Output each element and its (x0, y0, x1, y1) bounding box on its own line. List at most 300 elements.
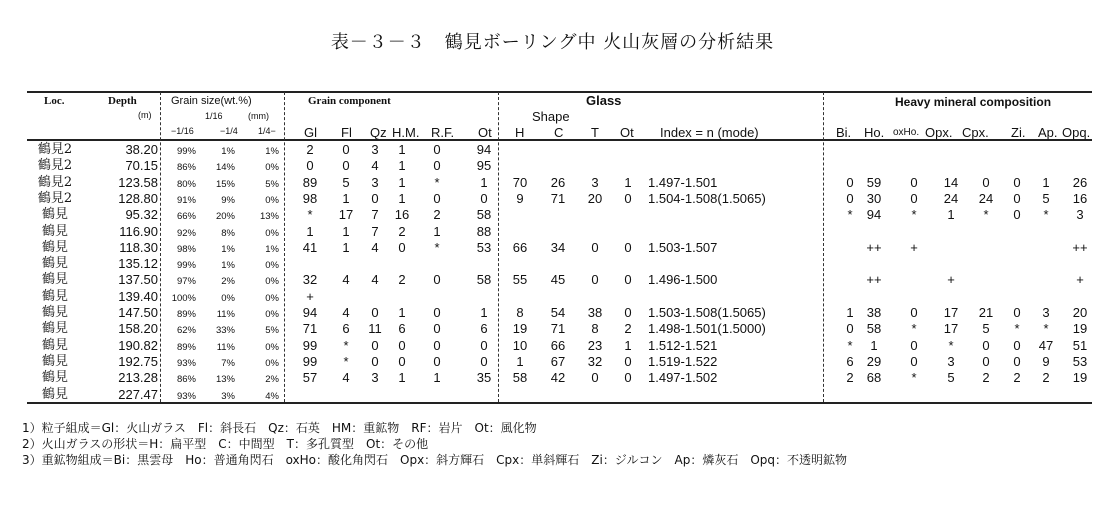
cell-shape: 1 (516, 353, 524, 369)
cell-depth: 190.82 (118, 337, 158, 353)
cell-shape: 1 (624, 174, 632, 190)
cell-loc: 鶴見 (41, 288, 68, 304)
cell-grain-component: 88 (476, 223, 492, 239)
cell-grain-component: 0 (371, 353, 379, 369)
header-hm-col: Bi. (836, 125, 852, 140)
cell-grain-size: 9% (221, 194, 235, 206)
cell-grain-component: 2 (433, 207, 441, 223)
cell-index: 1.496-1.500 (648, 272, 718, 288)
cell-grain-component: 4 (371, 158, 379, 174)
cell-grain-size: 0% (265, 292, 279, 304)
cell-grain-component: 1 (480, 174, 488, 190)
cell-grain-size: 0% (265, 357, 279, 369)
header-shape-col: T (591, 125, 599, 140)
cell-depth: 118.30 (119, 239, 158, 255)
cell-index: 1.503-1.508(1.5065) (648, 305, 766, 320)
cell-heavy-mineral: 3 (1076, 207, 1084, 223)
cell-heavy-mineral: 24 (978, 190, 994, 206)
cell-grain-size: 1% (265, 146, 279, 157)
cell-grain-component: 1 (433, 223, 441, 239)
cell-grain-size: 93% (176, 357, 196, 369)
cell-heavy-mineral: 17 (943, 321, 959, 337)
cell-grain-size: 7% (221, 357, 235, 369)
cell-shape: 66 (550, 337, 566, 353)
header-depth-unit: (m) (138, 110, 152, 120)
cell-heavy-mineral: 68 (866, 370, 882, 386)
cell-shape: 45 (550, 272, 566, 288)
cell-loc: 鶴見2 (37, 142, 73, 157)
cell-heavy-mineral: 2 (1013, 370, 1021, 386)
cell-heavy-mineral: + (947, 272, 955, 288)
cell-grain-component: 32 (302, 272, 318, 288)
cell-depth: 135.12 (118, 256, 158, 272)
cell-shape: 8 (516, 305, 524, 320)
cell-shape: 0 (624, 239, 632, 255)
cell-shape: 67 (550, 353, 566, 369)
cell-heavy-mineral: 53 (1072, 353, 1088, 369)
cell-shape: 55 (512, 272, 528, 288)
cell-shape: 20 (587, 190, 603, 206)
cell-heavy-mineral: 0 (846, 174, 854, 190)
cell-heavy-mineral: 26 (1072, 174, 1088, 190)
cell-loc: 鶴見2 (37, 190, 73, 206)
cell-heavy-mineral: 2 (982, 370, 990, 386)
header-glass: Glass (586, 93, 622, 108)
cell-loc: 鶴見 (41, 353, 68, 369)
cell-grain-component: 1 (398, 305, 406, 320)
cell-grain-component: 2 (398, 272, 406, 288)
cell-grain-component: 4 (371, 239, 379, 255)
cell-depth: 137.50 (118, 272, 158, 288)
header-gs-col: 1/4− (258, 126, 276, 136)
cell-depth: 213.28 (118, 370, 158, 386)
cell-grain-size: 86% (176, 162, 196, 174)
cell-grain-size: 5% (265, 325, 279, 337)
header-hm-col: Cpx. (962, 125, 989, 140)
cell-heavy-mineral: 9 (1042, 353, 1050, 369)
cell-grain-size: 0% (265, 276, 279, 288)
header-loc: Loc. (44, 95, 65, 107)
cell-loc: 鶴見 (41, 337, 68, 353)
cell-grain-size: 33% (215, 325, 235, 337)
cell-heavy-mineral: * (911, 370, 917, 386)
cell-index: 1.504-1.508(1.5065) (648, 190, 766, 206)
cell-grain-size: 13% (259, 211, 279, 223)
cell-grain-component: 99 (302, 353, 318, 369)
cell-grain-component: 0 (433, 190, 441, 206)
top-rule (27, 91, 1092, 93)
header-index: Index = n (mode) (660, 125, 759, 140)
cell-grain-component: 0 (398, 353, 406, 369)
cell-heavy-mineral: 0 (1013, 174, 1021, 190)
cell-shape: 23 (587, 337, 603, 353)
cell-heavy-mineral: 21 (978, 305, 994, 320)
cell-grain-component: 95 (476, 158, 492, 174)
cell-shape: 70 (512, 174, 528, 190)
cell-shape: 9 (516, 190, 524, 206)
separator-depth (160, 92, 161, 402)
cell-shape: 26 (550, 174, 566, 190)
cell-grain-component: 2 (398, 223, 406, 239)
cell-grain-size: 89% (176, 341, 196, 353)
cell-grain-size: 2% (221, 276, 235, 288)
header-gc-col: Qz (370, 125, 387, 140)
cell-heavy-mineral: 24 (943, 190, 959, 206)
cell-shape: 3 (591, 174, 599, 190)
header-hm-col: Opq. (1062, 125, 1091, 140)
cell-shape: 0 (591, 272, 599, 288)
cell-heavy-mineral: * (1043, 321, 1049, 337)
cell-grain-component: * (434, 239, 440, 255)
header-shape-col: C (554, 125, 564, 140)
cell-grain-size: 86% (176, 374, 196, 386)
cell-grain-size: 1% (265, 243, 279, 255)
cell-heavy-mineral: 1 (870, 337, 878, 353)
cell-loc: 鶴見 (41, 386, 68, 402)
cell-heavy-mineral: ++ (866, 272, 882, 288)
cell-heavy-mineral: 94 (866, 207, 882, 223)
cell-heavy-mineral: * (1043, 207, 1049, 223)
cell-grain-size: 80% (176, 178, 196, 190)
cell-depth: 70.15 (125, 158, 158, 174)
separator-grain-size (284, 92, 285, 402)
cell-heavy-mineral: 2 (846, 370, 854, 386)
cell-grain-size: 14% (215, 162, 235, 174)
cell-grain-size: 11% (216, 309, 235, 320)
cell-depth: 123.58 (118, 174, 158, 190)
cell-depth: 139.40 (118, 288, 158, 304)
cell-heavy-mineral: 2 (1042, 370, 1050, 386)
cell-grain-component: 41 (302, 239, 318, 255)
cell-grain-component: 1 (480, 305, 488, 320)
cell-loc: 鶴見 (41, 272, 68, 288)
cell-heavy-mineral: 0 (1013, 190, 1021, 206)
cell-grain-size: 89% (176, 309, 196, 320)
cell-heavy-mineral: 6 (846, 353, 854, 369)
cell-grain-component: 7 (371, 207, 379, 223)
cell-grain-component: 0 (433, 337, 441, 353)
cell-shape: 8 (591, 321, 599, 337)
cell-grain-size: 3% (221, 390, 235, 402)
cell-grain-size: 1% (221, 146, 235, 157)
header-hm-col: Opx. (925, 125, 953, 140)
cell-grain-size: 0% (265, 309, 279, 320)
cell-grain-component: 4 (371, 272, 379, 288)
cell-heavy-mineral: 3 (947, 353, 955, 369)
cell-heavy-mineral: * (948, 337, 954, 353)
cell-grain-component: 1 (398, 158, 406, 174)
cell-heavy-mineral: 58 (866, 321, 882, 337)
cell-grain-component: 3 (371, 370, 379, 386)
cell-grain-component: 4 (342, 370, 350, 386)
cell-grain-component: 0 (480, 353, 488, 369)
header-gc-col: Gl (304, 125, 317, 140)
cell-heavy-mineral: 5 (947, 370, 955, 386)
cell-heavy-mineral: 16 (1072, 190, 1088, 206)
cell-grain-component: 1 (342, 223, 350, 239)
header-grain-component: Grain component (308, 95, 391, 107)
cell-grain-size: 0% (265, 227, 279, 239)
cell-grain-component: 6 (342, 321, 350, 337)
cell-shape: 0 (624, 305, 632, 320)
cell-grain-component: 94 (476, 142, 492, 157)
cell-heavy-mineral: 0 (846, 321, 854, 337)
header-shape-col: H (515, 125, 525, 140)
cell-heavy-mineral: * (847, 337, 853, 353)
cell-depth: 227.47 (118, 386, 158, 402)
cell-index: 1.503-1.507 (648, 239, 718, 255)
header-shape: Shape (532, 109, 570, 124)
cell-depth: 192.75 (118, 353, 158, 369)
cell-grain-component: * (343, 353, 349, 369)
cell-grain-component: 0 (371, 337, 379, 353)
cell-depth: 95.32 (125, 207, 158, 223)
cell-grain-component: 0 (306, 158, 314, 174)
cell-shape: 2 (624, 321, 632, 337)
cell-grain-component: 5 (342, 174, 350, 190)
cell-grain-component: 4 (342, 305, 350, 320)
cell-grain-component: 0 (342, 158, 350, 174)
cell-heavy-mineral: 30 (866, 190, 882, 206)
cell-grain-component: 0 (480, 190, 488, 206)
cell-shape: 71 (550, 321, 566, 337)
cell-grain-size: 0% (265, 194, 279, 206)
cell-shape: 58 (512, 370, 528, 386)
cell-heavy-mineral: 0 (846, 190, 854, 206)
cell-heavy-mineral: 0 (910, 305, 918, 320)
header-grain-size-unit: (mm) (248, 111, 269, 121)
cell-grain-size: 99% (176, 146, 196, 157)
cell-grain-component: 17 (338, 207, 354, 223)
cell-heavy-mineral: 59 (866, 174, 882, 190)
cell-grain-size: 1% (221, 243, 235, 255)
cell-grain-size: 97% (176, 276, 196, 288)
cell-grain-component: * (307, 207, 313, 223)
cell-heavy-mineral: 20 (1072, 305, 1088, 320)
cell-index: 1.512-1.521 (648, 337, 718, 353)
cell-shape: 34 (550, 239, 566, 255)
cell-grain-size: 99% (176, 260, 196, 272)
header-gc-col: Fl (341, 125, 352, 140)
cell-grain-component: 2 (306, 142, 314, 157)
cell-shape: 71 (550, 190, 566, 206)
cell-grain-component: 16 (394, 207, 410, 223)
cell-heavy-mineral: 19 (1072, 321, 1088, 337)
cell-heavy-mineral: 14 (943, 174, 959, 190)
cell-grain-component: 57 (302, 370, 318, 386)
cell-grain-component: 0 (398, 239, 406, 255)
cell-grain-size: 0% (265, 162, 279, 174)
cell-grain-size: 20% (215, 211, 235, 223)
cell-heavy-mineral: 19 (1072, 370, 1088, 386)
cell-shape: 54 (550, 305, 566, 320)
cell-grain-component: 1 (398, 370, 406, 386)
header-heavy-mineral: Heavy mineral composition (895, 95, 1052, 109)
cell-shape: 0 (624, 353, 632, 369)
cell-grain-component: * (434, 174, 440, 190)
cell-grain-size: 0% (221, 292, 235, 304)
cell-heavy-mineral: * (911, 207, 917, 223)
cell-heavy-mineral: * (847, 207, 853, 223)
cell-grain-size: 11% (216, 341, 235, 353)
cell-grain-size: 93% (176, 390, 196, 402)
cell-loc: 鶴見 (41, 223, 68, 239)
cell-loc: 鶴見 (41, 207, 68, 223)
header-gc-col: Ot (478, 125, 492, 140)
cell-shape: 0 (624, 370, 632, 386)
cell-grain-component: 0 (433, 321, 441, 337)
cell-grain-component: 1 (342, 190, 350, 206)
cell-grain-size: 66% (176, 211, 196, 223)
cell-heavy-mineral: 17 (943, 305, 959, 320)
cell-heavy-mineral: 0 (1013, 353, 1021, 369)
cell-grain-component: 58 (476, 272, 492, 288)
cell-heavy-mineral: 0 (910, 337, 918, 353)
cell-grain-size: 4% (265, 390, 279, 402)
cell-heavy-mineral: * (911, 321, 917, 337)
header-shape-col: Ot (620, 125, 634, 140)
cell-depth: 158.20 (118, 321, 158, 337)
header-grain-size-mid: 1/16 (205, 111, 223, 121)
note-line: 3）重鉱物組成＝Bi：黒雲母 Ho：普通角閃石 oxHo：酸化角閃石 Opx：斜方輝石 Cpx：単斜輝石 Zi：ジルコン Ap：燐灰石 Opq：不透明鉱物 (22, 453, 848, 467)
cell-heavy-mineral: 29 (866, 353, 882, 369)
note-line: 2）火山ガラスの形状＝H：扁平型 C：中間型 T：多孔質型 Ot：その他 (22, 437, 429, 451)
cell-heavy-mineral: 0 (982, 353, 990, 369)
note-line: 1）粒子組成＝Gl：火山ガラス Fl：斜長石 Qz：石英 HM：重鉱物 RF：岩片 Ot：風化物 (22, 421, 537, 435)
cell-grain-size: 13% (215, 374, 235, 386)
cell-depth: 116.90 (119, 223, 158, 239)
cell-grain-component: 0 (371, 305, 379, 320)
cell-grain-component: 1 (398, 142, 406, 157)
cell-heavy-mineral: 51 (1072, 337, 1088, 353)
cell-grain-size: 0% (265, 341, 279, 353)
cell-shape: 0 (624, 272, 632, 288)
cell-heavy-mineral: 0 (910, 353, 918, 369)
cell-grain-component: 6 (480, 321, 488, 337)
cell-heavy-mineral: 5 (982, 321, 990, 337)
cell-grain-size: 0% (265, 260, 279, 272)
cell-index: 1.498-1.501(1.5000) (648, 321, 766, 337)
cell-loc: 鶴見 (41, 256, 68, 272)
cell-loc: 鶴見 (41, 239, 68, 255)
cell-loc: 鶴見2 (37, 174, 73, 190)
cell-grain-component: * (343, 337, 349, 353)
header-gs-col: −1/4 (220, 126, 238, 136)
cell-grain-component: 1 (306, 223, 314, 239)
cell-loc: 鶴見 (41, 321, 68, 337)
table-title: 表－３－３ 鶴見ボーリング中 火山灰層の分析結果 (330, 32, 775, 53)
cell-grain-component: 11 (368, 321, 382, 337)
cell-grain-component: 53 (476, 239, 492, 255)
cell-grain-component: 0 (371, 190, 379, 206)
cell-grain-component: 0 (433, 305, 441, 320)
cell-shape: 0 (624, 190, 632, 206)
cell-grain-size: 1% (221, 260, 235, 272)
cell-grain-size: 62% (176, 325, 196, 337)
cell-grain-component: 1 (433, 370, 441, 386)
cell-grain-component: 0 (433, 158, 441, 174)
cell-heavy-mineral: 0 (910, 174, 918, 190)
cell-heavy-mineral: 5 (1042, 190, 1050, 206)
cell-grain-component: 71 (302, 321, 318, 337)
cell-grain-component: 0 (480, 337, 488, 353)
cell-grain-component: 1 (398, 174, 406, 190)
header-hm-col: Zi. (1011, 125, 1026, 140)
cell-shape: 38 (587, 305, 603, 320)
cell-grain-size: 2% (265, 374, 279, 386)
header-hm-col: Ho. (864, 125, 885, 140)
header-gc-col: H.M. (392, 125, 420, 140)
cell-loc: 鶴見2 (37, 158, 73, 174)
header-grain-size: Grain size(wt.%) (171, 95, 252, 107)
separator-glass (823, 92, 824, 402)
cell-shape: 10 (512, 337, 528, 353)
header-hm-col: oxHo. (893, 127, 920, 138)
cell-shape: 32 (587, 353, 603, 369)
cell-heavy-mineral: * (983, 207, 989, 223)
cell-grain-component: 3 (371, 142, 379, 157)
cell-grain-size: 8% (221, 227, 235, 239)
cell-grain-size: 15% (215, 178, 235, 190)
cell-grain-size: 92% (176, 227, 196, 239)
cell-grain-size: 100% (171, 292, 196, 304)
cell-grain-component: 1 (398, 190, 406, 206)
cell-heavy-mineral: ++ (1072, 239, 1088, 255)
header-gc-col: R.F. (431, 125, 455, 140)
cell-shape: 1 (624, 337, 632, 353)
cell-heavy-mineral: 1 (846, 305, 854, 320)
cell-grain-component: + (306, 288, 314, 304)
cell-grain-component: 0 (433, 142, 441, 157)
cell-grain-component: 89 (302, 174, 318, 190)
cell-heavy-mineral: 0 (1013, 337, 1021, 353)
cell-grain-size: 91% (176, 194, 196, 206)
cell-grain-component: 1 (342, 239, 350, 255)
cell-heavy-mineral: 0 (1013, 305, 1021, 320)
cell-loc: 鶴見 (41, 305, 68, 320)
cell-heavy-mineral: 38 (866, 305, 882, 320)
cell-grain-component: 7 (371, 223, 379, 239)
cell-grain-size: 98% (176, 243, 196, 255)
cell-shape: 42 (550, 370, 566, 386)
cell-shape: 0 (591, 239, 599, 255)
cell-grain-component: 0 (398, 337, 406, 353)
header-hm-col: Ap. (1038, 125, 1058, 140)
cell-heavy-mineral: + (910, 239, 918, 255)
cell-grain-component: 58 (476, 207, 492, 223)
cell-loc: 鶴見 (41, 370, 68, 386)
cell-index: 1.497-1.502 (648, 370, 718, 386)
cell-grain-component: 3 (371, 174, 379, 190)
cell-index: 1.497-1.501 (648, 174, 718, 190)
cell-grain-component: 35 (476, 370, 492, 386)
cell-heavy-mineral: 0 (910, 190, 918, 206)
cell-shape: 0 (591, 370, 599, 386)
cell-heavy-mineral: 0 (982, 337, 990, 353)
cell-heavy-mineral: 0 (1013, 207, 1021, 223)
cell-grain-component: 98 (302, 190, 318, 206)
cell-index: 1.519-1.522 (648, 353, 718, 369)
header-gs-col: −1/16 (171, 126, 194, 136)
cell-depth: 128.80 (118, 190, 158, 206)
cell-heavy-mineral: + (1076, 272, 1084, 288)
cell-depth: 38.20 (125, 142, 158, 157)
cell-heavy-mineral: 0 (982, 174, 990, 190)
cell-grain-component: 99 (302, 337, 318, 353)
cell-shape: 66 (512, 239, 528, 255)
cell-heavy-mineral: ++ (866, 239, 882, 255)
cell-heavy-mineral: 1 (1042, 174, 1050, 190)
